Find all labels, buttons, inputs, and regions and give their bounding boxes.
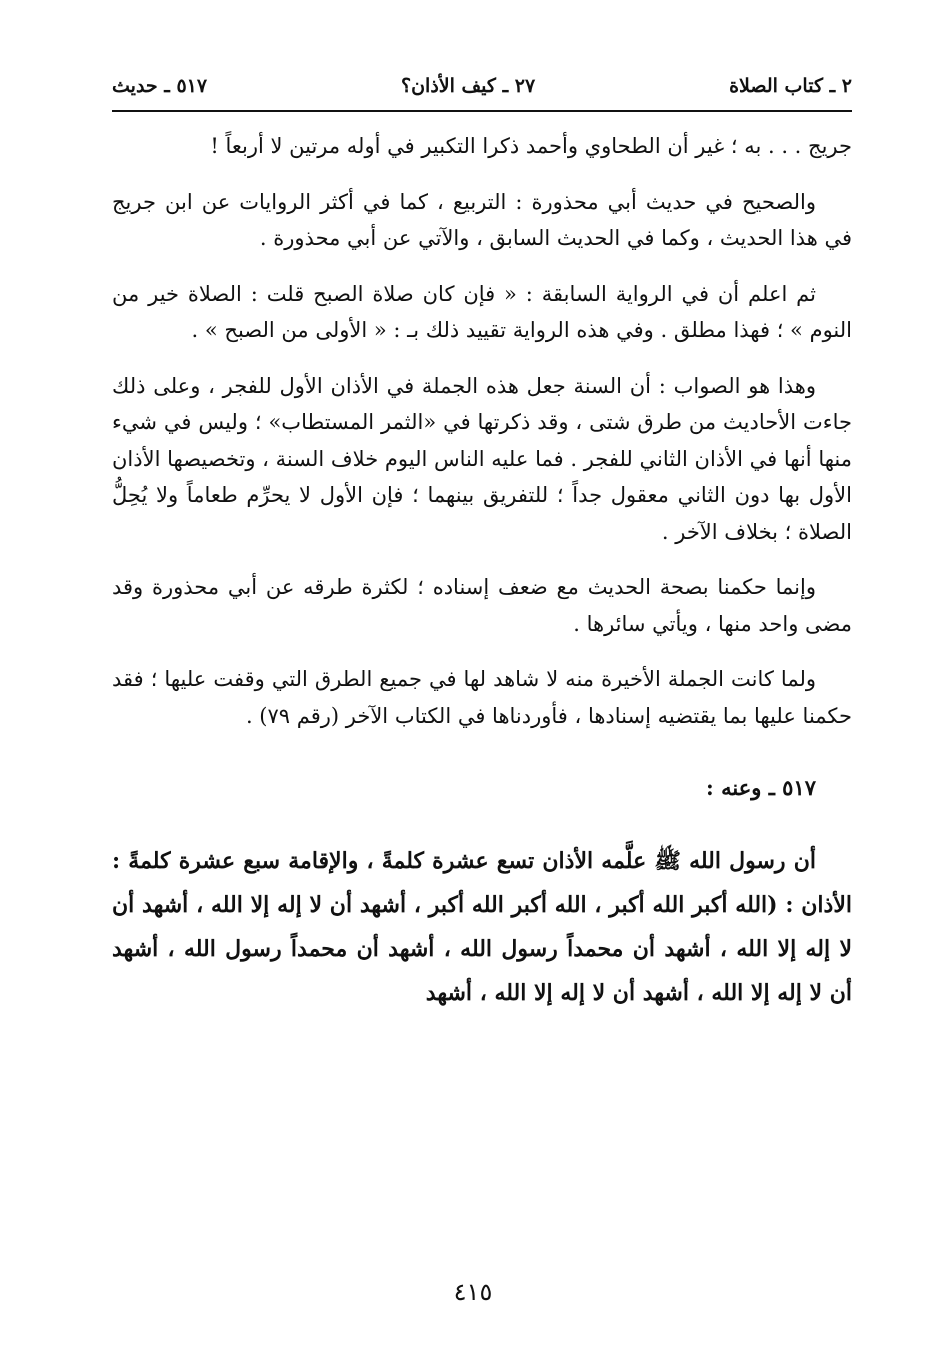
header-hadith-number: ٥١٧ ـ حديث [112, 75, 208, 97]
paragraph: ولما كانت الجملة الأخيرة منه لا شاهد لها في جميع الطرق التي وقفت عليها ؛ فقد حكمنا عليها بما يقتضيه إسنادها ، فأوردناها في الكتاب الآخر (رقم ٧٩) . [112, 667, 852, 728]
hadith-text: أن رسول الله ﷺ علَّمه الأذان تسع عشرة كلمةً ، والإقامة سبع عشرة كلمةً : الأذان : (الله أكبر الله أكبر ، الله أكبر الله أكبر ، أشهد أن لا إله إلا الله ، أشهد أن لا إله إلا الله ، أشهد أن محمداً رسول الله ، أشهد أن محمداً رسول الله ، أشهد أن لا إله إلا الله ، أشهد أن لا إله إلا الله ، أشهد [112, 847, 852, 1006]
page-number: ٤١٥ [453, 1278, 493, 1306]
hadith-heading: ٥١٧ ـ وعنه : [706, 775, 816, 800]
paragraph: ثم اعلم أن في الرواية السابقة : « فإن كان صلاة الصبح قلت : الصلاة خير من النوم » ؛ فهذا مطلق . وفي هذه الرواية تقييد ذلك بـ : « الأولى من الصبح » . [112, 281, 852, 342]
paragraph: والصحيح في حديث أبي محذورة : التربيع ، كما في أكثر الروايات عن ابن جريج في هذا الحديث ، وكما في الحديث السابق ، والآتي عن أبي محذورة . [112, 189, 852, 250]
header-chapter-title: ٢٧ ـ كيف الأذان؟ [401, 75, 536, 97]
paragraph: جريج . . . به ؛ غير أن الطحاوي وأحمد ذكرا التكبير في أوله مرتين لا أربعاً ! [210, 134, 852, 158]
running-header [112, 66, 852, 106]
header-divider [112, 110, 852, 112]
paragraph: وهذا هو الصواب : أن السنة جعل هذه الجملة في الأذان الأول للفجر ، وعلى ذلك جاءت الأحاديث من طرق شتى ، وقد ذكرتها في «الثمر المستطاب» ؛ وليس في شيء منها أنها في الأذان الثاني للفجر . فما عليه الناس اليوم خلاف السنة ، وتخصيصها الأذان الأول بها دون الثاني معقول جداً ؛ للتفريق بينهما ؛ فإن الأول لا يحرِّم طعاماً ولا يُحِلُّ الصلاة ؛ بخلاف الآخر . [112, 373, 852, 544]
header-book-title: ٢ ـ كتاب الصلاة [729, 75, 852, 97]
paragraph: وإنما حكمنا بصحة الحديث مع ضعف إسناده ؛ لكثرة طرقه عن أبي محذورة وقد مضى واحد منها ، ويأتي سائرها . [112, 575, 852, 636]
page-body [112, 128, 852, 1015]
